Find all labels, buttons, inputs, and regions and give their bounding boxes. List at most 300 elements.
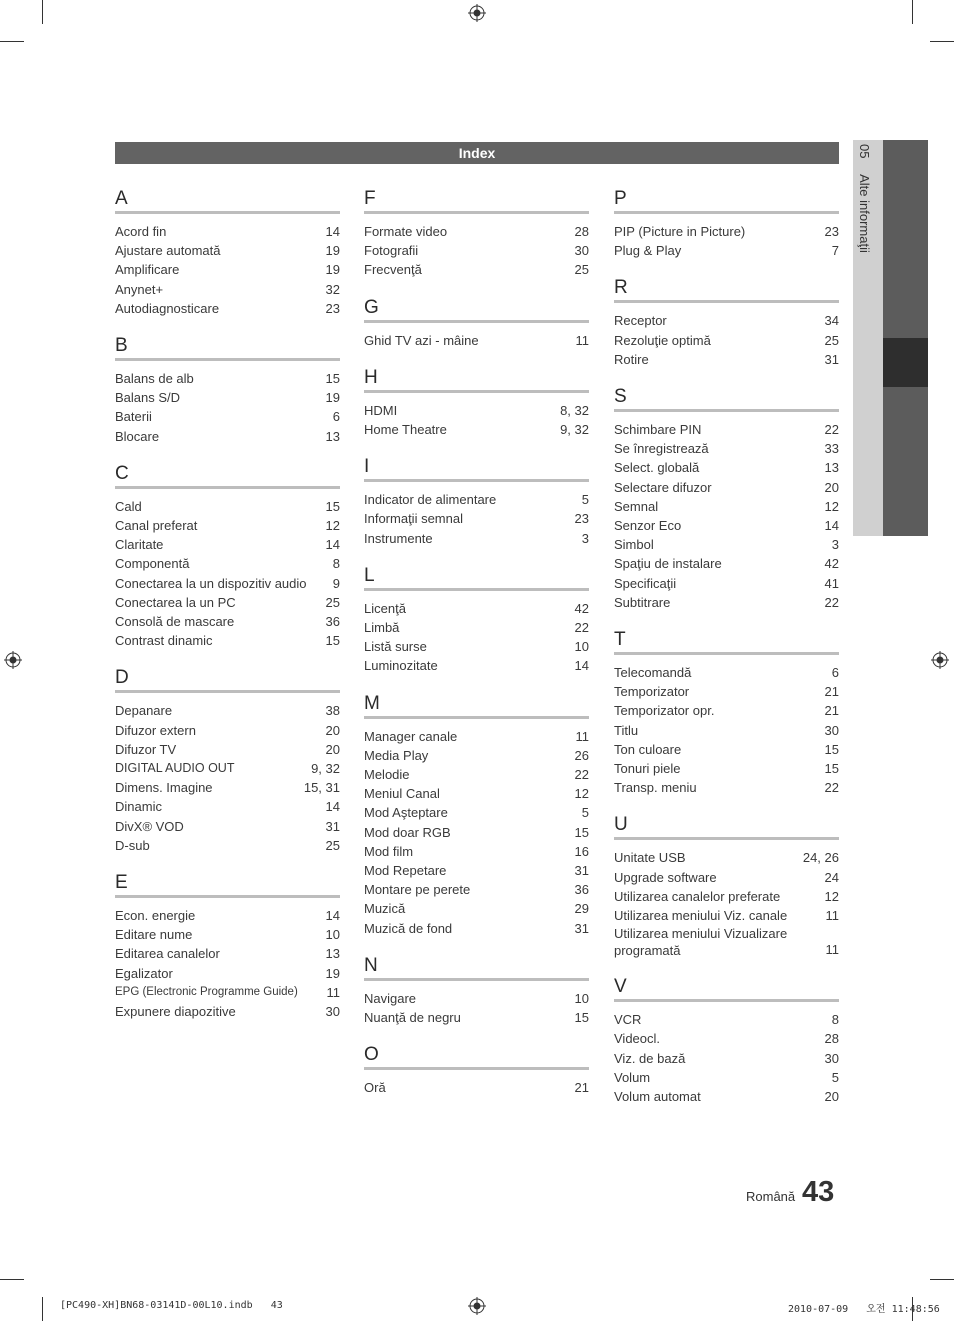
entry-page: 13: [824, 460, 839, 476]
section-letter: O: [364, 1044, 379, 1066]
entry-term: PIP (Picture in Picture): [614, 224, 746, 239]
entry-page: 15: [325, 498, 340, 514]
entry-term: Canal preferat: [115, 518, 198, 534]
entry-page: 25: [574, 262, 589, 278]
index-entry: [115, 593, 340, 612]
entry-term: Manager canale: [364, 728, 458, 744]
index-entry: [364, 599, 589, 618]
entry-term: Contrast dinamic: [115, 633, 213, 649]
entry-term: Formate video: [364, 224, 448, 239]
entry-term: Instrumente: [364, 530, 433, 546]
section-divider: [364, 479, 589, 482]
index-section: [364, 456, 589, 548]
entry-page: 36: [574, 882, 589, 898]
entry-page: 24: [824, 869, 839, 885]
index-entry: [614, 848, 839, 867]
entry-term: Volum automat: [614, 1089, 701, 1105]
index-entry: [115, 612, 340, 631]
entry-page: 20: [325, 722, 340, 738]
section-letter: N: [364, 954, 378, 976]
entry-term: Anynet+: [115, 281, 164, 297]
entry-page: 31: [574, 863, 589, 879]
index-entry: [364, 241, 589, 260]
entry-page: 31: [574, 920, 589, 936]
entry-term: Indicator de alimentare: [364, 492, 497, 508]
index-section: [115, 335, 340, 446]
entry-page: 22: [824, 422, 839, 438]
entry-page: 24, 26: [802, 850, 839, 866]
index-section: [364, 565, 589, 676]
index-entry: [115, 906, 340, 925]
index-entry: [115, 817, 340, 836]
entry-term: Upgrade software: [614, 869, 717, 885]
entry-term: Egalizator: [115, 965, 173, 981]
section-divider: [614, 837, 839, 840]
entry-page: 23: [325, 300, 340, 316]
entry-page: 11: [825, 908, 839, 924]
entry-page: 21: [574, 1080, 589, 1096]
entry-term: Frecvenţă: [364, 262, 422, 278]
index-entry: [364, 1078, 589, 1097]
index-entry: [614, 682, 839, 701]
index-entry: [614, 721, 839, 740]
section-letter: S: [614, 386, 627, 408]
entry-term: Select. globală: [614, 460, 700, 476]
entry-term: Volum: [614, 1069, 651, 1085]
entry-term: Media Play: [364, 747, 429, 763]
index-entry: [614, 906, 839, 925]
section-letter: C: [115, 462, 129, 484]
imprint-timestamp: 2010-07-09 오전 11:48:56: [788, 1304, 940, 1315]
entry-term: Conectarea la un dispozitiv audio: [115, 575, 307, 591]
index-entry: [115, 280, 340, 299]
section-divider: [364, 1067, 589, 1070]
index-entry: [364, 880, 589, 899]
index-entry: [115, 740, 340, 759]
index-entry: [115, 944, 340, 963]
index-section: [115, 188, 340, 318]
entry-term: Temporizator: [614, 684, 690, 700]
entry-page: 14: [574, 658, 589, 674]
entry-term: Se înregistrează: [614, 441, 709, 457]
index-entry: [115, 721, 340, 740]
entry-term: Muzică: [364, 901, 406, 917]
index-header-bar: [115, 142, 839, 164]
entry-page: 14: [824, 518, 839, 534]
entry-page: 15: [325, 371, 340, 387]
index-entry: [614, 1010, 839, 1029]
index-entry: [115, 427, 340, 446]
entry-term: Depanare: [115, 703, 173, 719]
entry-term: Viz. de bază: [614, 1050, 686, 1066]
index-entry: [115, 574, 340, 593]
index-entry: [115, 983, 340, 1002]
index-entry: [364, 401, 589, 420]
entry-page: 10: [574, 990, 589, 1006]
index-entry: [364, 823, 589, 842]
entry-term: Muzică de fond: [364, 920, 453, 936]
section-divider: [364, 588, 589, 591]
index-entry: [364, 899, 589, 918]
entry-page: 3: [831, 537, 839, 553]
entry-term: D-sub: [115, 837, 150, 853]
index-entry: [364, 529, 589, 548]
entry-page: 20: [325, 741, 340, 757]
entry-term: Cald: [115, 498, 142, 514]
index-entry: [614, 925, 839, 959]
entry-page: 14: [325, 537, 340, 553]
index-entry: [614, 311, 839, 330]
entry-term: Balans de alb: [115, 371, 194, 387]
crop-mark: [42, 1297, 43, 1321]
entry-term: Consolă de mascare: [115, 614, 235, 630]
index-section: [614, 188, 839, 260]
index-entry: [115, 1002, 340, 1021]
index-section: [364, 693, 589, 938]
entry-page: 15, 31: [303, 780, 340, 796]
entry-page: 10: [325, 927, 340, 943]
entry-page: 30: [824, 722, 839, 738]
section-divider: [115, 486, 340, 489]
entry-page: 25: [325, 837, 340, 853]
entry-page: 21: [824, 703, 839, 719]
entry-page: 8, 32: [560, 402, 589, 418]
registration-mark-icon: [468, 1297, 486, 1315]
index-entry: [614, 478, 839, 497]
section-divider: [115, 895, 340, 898]
entry-term: Subtitrare: [614, 594, 671, 610]
entry-term: Temporizator opr.: [614, 703, 715, 719]
crop-mark: [0, 41, 24, 42]
entry-term: Baterii: [115, 409, 152, 425]
entry-page: 25: [824, 332, 839, 348]
entry-page: 6: [332, 409, 340, 425]
entry-page: 9: [332, 575, 340, 591]
entry-term: Melodie: [364, 767, 410, 783]
index-entry: [614, 1029, 839, 1048]
registration-mark-icon: [468, 4, 486, 22]
entry-term: Dimens. Imagine: [115, 780, 213, 796]
entry-term: Tonuri piele: [614, 761, 681, 777]
index-entry: [364, 784, 589, 803]
index-entry: [614, 740, 839, 759]
entry-term: Balans S/D: [115, 390, 181, 406]
entry-page: 31: [824, 351, 839, 367]
entry-term: Fotografii: [364, 243, 419, 259]
entry-page: 30: [325, 1004, 340, 1020]
imprint-file-info: [PC490-XH]BN68-03141D-00L10.indb 43: [60, 1300, 283, 1311]
entry-page: 9, 32: [560, 422, 589, 438]
entry-page: 19: [325, 390, 340, 406]
entry-page: 19: [325, 243, 340, 259]
entry-term: DIGITAL AUDIO OUT: [115, 761, 235, 776]
crop-mark: [42, 0, 43, 24]
index-entry: [614, 439, 839, 458]
entry-page: 19: [325, 262, 340, 278]
index-entry: [614, 1049, 839, 1068]
entry-term: Semnal: [614, 498, 659, 514]
entry-term: Utilizarea canalelor preferate: [614, 888, 781, 904]
entry-term: Dinamic: [115, 799, 162, 815]
index-entry: [614, 663, 839, 682]
entry-page: 22: [574, 767, 589, 783]
index-entry: [364, 842, 589, 861]
entry-page: 7: [831, 243, 839, 259]
index-entry: [115, 554, 340, 573]
registration-mark-icon: [931, 651, 949, 669]
entry-term: Limbă: [364, 620, 400, 636]
entry-term: Oră: [364, 1080, 386, 1096]
entry-page: 6: [831, 665, 839, 681]
entry-page: 30: [574, 243, 589, 259]
crop-mark: [930, 41, 954, 42]
index-entry: [115, 925, 340, 944]
section-divider: [364, 978, 589, 981]
entry-term: Mod doar RGB: [364, 824, 451, 840]
section-letter: T: [614, 629, 626, 651]
entry-term: Difuzor TV: [115, 741, 177, 757]
index-entry: [115, 631, 340, 650]
entry-page: 15: [824, 761, 839, 777]
index-entry: [614, 222, 839, 241]
registration-mark-icon: [4, 651, 22, 669]
index-entry: [364, 260, 589, 279]
index-entry: [115, 407, 340, 426]
entry-term: Informaţii semnal: [364, 511, 463, 527]
entry-term: HDMI: [364, 402, 398, 418]
entry-page: 30: [824, 1050, 839, 1066]
entry-term: Specificaţii: [614, 575, 677, 591]
entry-term: Montare pe perete: [364, 882, 471, 898]
entry-term: Nuanţă de negru: [364, 1010, 461, 1026]
entry-page: 42: [574, 600, 589, 616]
entry-term: Listă surse: [364, 639, 427, 655]
entry-term: Schimbare PIN: [614, 422, 702, 438]
entry-page: 11: [575, 728, 589, 744]
entry-term: DivX® VOD: [115, 818, 184, 834]
index-section: [115, 667, 340, 855]
entry-term: Videocl.: [614, 1031, 661, 1047]
entry-term: Transp. meniu: [614, 780, 697, 796]
index-section: [614, 277, 839, 369]
entry-page: 10: [574, 639, 589, 655]
index-section: [614, 629, 839, 797]
entry-page: 12: [824, 498, 839, 514]
index-section: [364, 188, 589, 280]
entry-term: Componentă: [115, 556, 190, 572]
entry-term: Editarea canalelor: [115, 946, 220, 962]
entry-page: 15: [574, 824, 589, 840]
index-entry: [614, 535, 839, 554]
section-divider: [364, 211, 589, 214]
entry-term: Selectare difuzor: [614, 479, 712, 495]
index-entry: [364, 989, 589, 1008]
entry-page: 15: [824, 741, 839, 757]
index-section: [614, 386, 839, 612]
entry-page: 33: [824, 441, 839, 457]
index-entry: [614, 420, 839, 439]
section-divider: [364, 320, 589, 323]
index-entry: [614, 1087, 839, 1106]
index-entry: [364, 331, 589, 350]
entry-term: Senzor Eco: [614, 518, 682, 534]
index-entry: [115, 299, 340, 318]
index-entry: [614, 593, 839, 612]
index-section: [115, 872, 340, 1021]
footer-language: Română: [746, 1189, 796, 1204]
index-entry: [115, 497, 340, 516]
index-entry: [614, 887, 839, 906]
crop-mark: [912, 0, 913, 24]
index-entry: [614, 868, 839, 887]
index-section: [364, 297, 589, 350]
index-entry: [614, 350, 839, 369]
index-entry: [364, 1008, 589, 1027]
index-entry: [364, 490, 589, 509]
crop-mark: [930, 1279, 954, 1280]
entry-page: 19: [325, 965, 340, 981]
index-entry: [364, 656, 589, 675]
index-entry: [364, 618, 589, 637]
section-letter: H: [364, 366, 378, 388]
page-title: Index: [458, 145, 496, 161]
index-entry: [364, 861, 589, 880]
index-entry: [614, 574, 839, 593]
section-divider: [115, 690, 340, 693]
entry-page: 14: [325, 224, 340, 239]
entry-term: Licenţă: [364, 600, 406, 616]
entry-term: Expunere diapozitive: [115, 1004, 236, 1020]
index-entry: [614, 701, 839, 720]
entry-term: Spaţiu de instalare: [614, 556, 722, 572]
entry-page: 28: [824, 1031, 839, 1047]
index-entry: [614, 759, 839, 778]
entry-term: Navigare: [364, 990, 417, 1006]
entry-page: 25: [325, 594, 340, 610]
entry-page: 8: [831, 1012, 839, 1028]
index-entry: [115, 222, 340, 241]
entry-page: 13: [325, 428, 340, 444]
index-section: [614, 976, 839, 1106]
index-entry: [115, 759, 340, 778]
entry-term: Claritate: [115, 537, 164, 553]
entry-term: Difuzor extern: [115, 722, 196, 738]
entry-page: 22: [824, 594, 839, 610]
entry-page: 11: [326, 984, 340, 1000]
entry-term: Editare nume: [115, 927, 193, 943]
section-divider: [364, 390, 589, 393]
index-entry: [115, 701, 340, 720]
entry-page: 5: [831, 1069, 839, 1085]
section-divider: [115, 211, 340, 214]
entry-term: Mod film: [364, 843, 414, 859]
entry-page: 13: [325, 946, 340, 962]
index-entry: [614, 241, 839, 260]
section-letter: M: [364, 692, 380, 714]
entry-term: Autodiagnosticare: [115, 300, 220, 316]
entry-page: 38: [325, 703, 340, 719]
entry-page: 21: [824, 684, 839, 700]
entry-page: 12: [824, 888, 839, 904]
section-divider: [115, 358, 340, 361]
section-divider: [364, 716, 589, 719]
index-column-3: [614, 188, 839, 1123]
entry-page: 11: [825, 942, 839, 958]
index-entry: [115, 778, 340, 797]
index-column-2: [364, 188, 589, 1114]
entry-page: 11: [575, 332, 589, 348]
index-entry: [115, 535, 340, 554]
index-entry: [364, 509, 589, 528]
section-letter: R: [614, 277, 628, 299]
section-divider: [614, 300, 839, 303]
entry-term: Simbol: [614, 537, 654, 553]
entry-page: 3: [581, 530, 589, 546]
section-letter: V: [614, 976, 627, 998]
index-entry: [364, 637, 589, 656]
entry-term: Receptor: [614, 313, 667, 329]
entry-page: 5: [581, 492, 589, 508]
section-letter: E: [115, 872, 128, 894]
index-entry: [115, 241, 340, 260]
entry-term: Luminozitate: [364, 658, 438, 674]
index-section: [364, 955, 589, 1027]
index-entry: [364, 222, 589, 241]
index-entry: [115, 964, 340, 983]
index-entry: [364, 727, 589, 746]
index-entry: [614, 554, 839, 573]
index-entry: [115, 797, 340, 816]
section-letter: P: [614, 188, 627, 209]
entry-page: 9, 32: [311, 761, 340, 777]
entry-page: 20: [824, 1089, 839, 1105]
entry-term: Plug & Play: [614, 243, 682, 259]
section-letter: L: [364, 564, 375, 586]
chapter-title: Alte informaţii: [857, 174, 872, 253]
section-letter: U: [614, 814, 628, 836]
entry-term: Rezoluţie optimă: [614, 332, 711, 348]
entry-term: Meniul Canal: [364, 786, 440, 802]
chapter-tab-active-marker: [883, 338, 928, 387]
section-letter: I: [364, 456, 370, 478]
entry-term: Utilizarea meniului Vizualizare programată: [614, 926, 788, 959]
entry-page: 36: [325, 614, 340, 630]
section-letter: F: [364, 188, 376, 209]
index-entry: [614, 458, 839, 477]
index-section: [364, 367, 589, 439]
index-entry: [364, 746, 589, 765]
entry-term: EPG (Electronic Programme Guide): [115, 985, 298, 998]
index-entry: [614, 497, 839, 516]
crop-mark: [0, 1279, 24, 1280]
index-entry: [364, 919, 589, 938]
index-entry: [614, 331, 839, 350]
entry-term: VCR: [614, 1012, 642, 1028]
chapter-number: 05: [857, 144, 872, 159]
page-number: 43: [802, 1176, 835, 1208]
index-section: [614, 814, 839, 959]
index-column-1: [115, 188, 340, 1038]
entry-term: Mod Aşteptare: [364, 805, 448, 821]
index-section: [115, 463, 340, 651]
section-letter: A: [115, 188, 128, 209]
entry-term: Ghid TV azi - mâine: [364, 332, 479, 348]
entry-term: Acord fin: [115, 224, 167, 239]
entry-page: 22: [824, 780, 839, 796]
entry-term: Econ. energie: [115, 908, 196, 924]
section-letter: B: [115, 335, 128, 357]
entry-term: Unitate USB: [614, 850, 686, 866]
